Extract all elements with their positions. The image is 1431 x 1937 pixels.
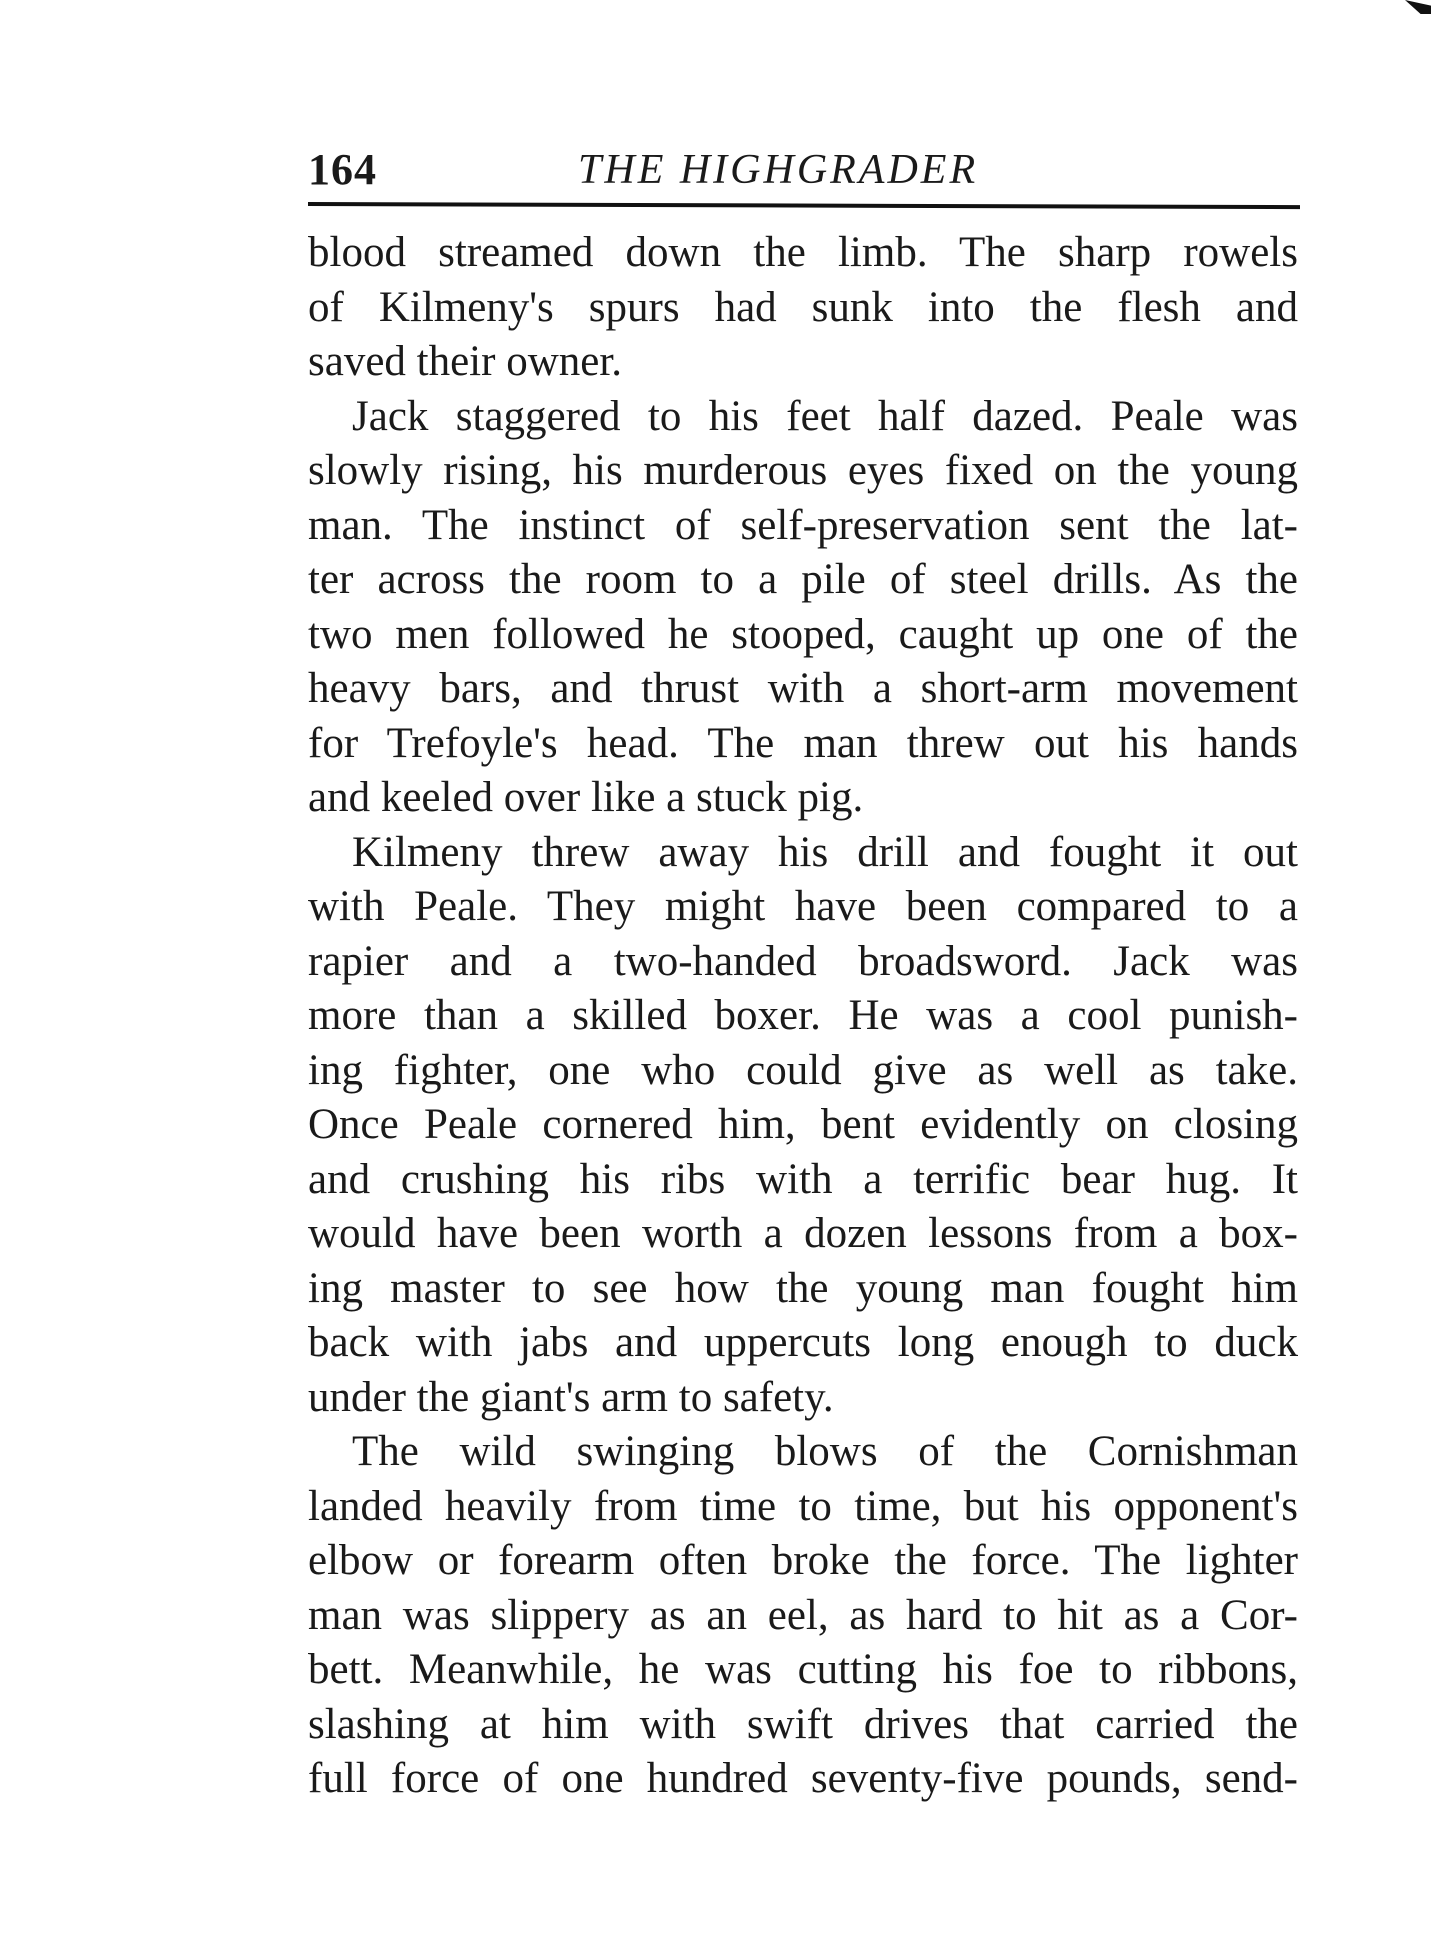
text-line: and crushing his ribs with a terrific bear hug. It [308,1155,1298,1203]
text-line: saved their owner. [308,338,623,385]
text-line: under the giant's arm to safety. [308,1373,834,1421]
text-line: heavy bars, and thrust with a short-arm movement [308,665,1298,712]
text-line: of Kilmeny's spurs had sunk into the flesh and [308,283,1298,331]
text-line: bett. Meanwhile, he was cutting his foe to ribbons, [308,1646,1298,1693]
text-line: blood streamed down the limb. The sharp rowels [308,229,1298,276]
text-line: with Peale. They might have been compared to a [308,883,1298,930]
page-number: 164 [308,145,377,194]
text-line: elbow or forearm often broke the force. The lighter [308,1537,1298,1584]
header-rule [308,202,1300,209]
text-line: would have been worth a dozen lessons from a box- [308,1210,1298,1257]
text-line: man was slippery as an eel, as hard to hit as a Cor- [308,1591,1298,1639]
text-line: for Trefoyle's head. The man threw out his hands [308,719,1298,767]
text-line: Once Peale cornered him, bent evidently on closing [308,1101,1298,1148]
text-line: Jack staggered to his feet half dazed. Peale was [352,392,1298,440]
text-line: and keeled over like a stuck pig. [308,774,864,821]
text-line: rapier and a two-handed broadsword. Jack was [308,937,1298,985]
text-line: ing fighter, one who could give as well as take. [308,1046,1298,1094]
text-line: Kilmeny threw away his drill and fought it out [352,828,1298,876]
page-header [308,140,1298,200]
body-text [308,226,1298,1807]
text-line: ing master to see how the young man fought him [308,1264,1298,1312]
text-line: slashing at him with swift drives that carried the [308,1700,1298,1748]
scan-corner-mark [1405,0,1431,14]
text-line: landed heavily from time to time, but his opponent's [308,1482,1298,1530]
text-line: man. The instinct of self-preservation sent the lat- [308,501,1298,549]
text-line: ter across the room to a pile of steel drills. As the [308,556,1298,603]
text-line: two men followed he stooped, caught up one of the [308,610,1298,658]
text-line: more than a skilled boxer. He was a cool punish- [308,992,1298,1039]
text-line: full force of one hundred seventy-five pounds, send- [308,1755,1298,1802]
text-line: The wild swinging blows of the Cornishman [352,1428,1298,1475]
text-line: slowly rising, his murderous eyes fixed on the young [308,447,1298,494]
text-line: back with jabs and uppercuts long enough to duck [308,1319,1298,1366]
running-title: THE HIGHGRADER [578,147,979,193]
